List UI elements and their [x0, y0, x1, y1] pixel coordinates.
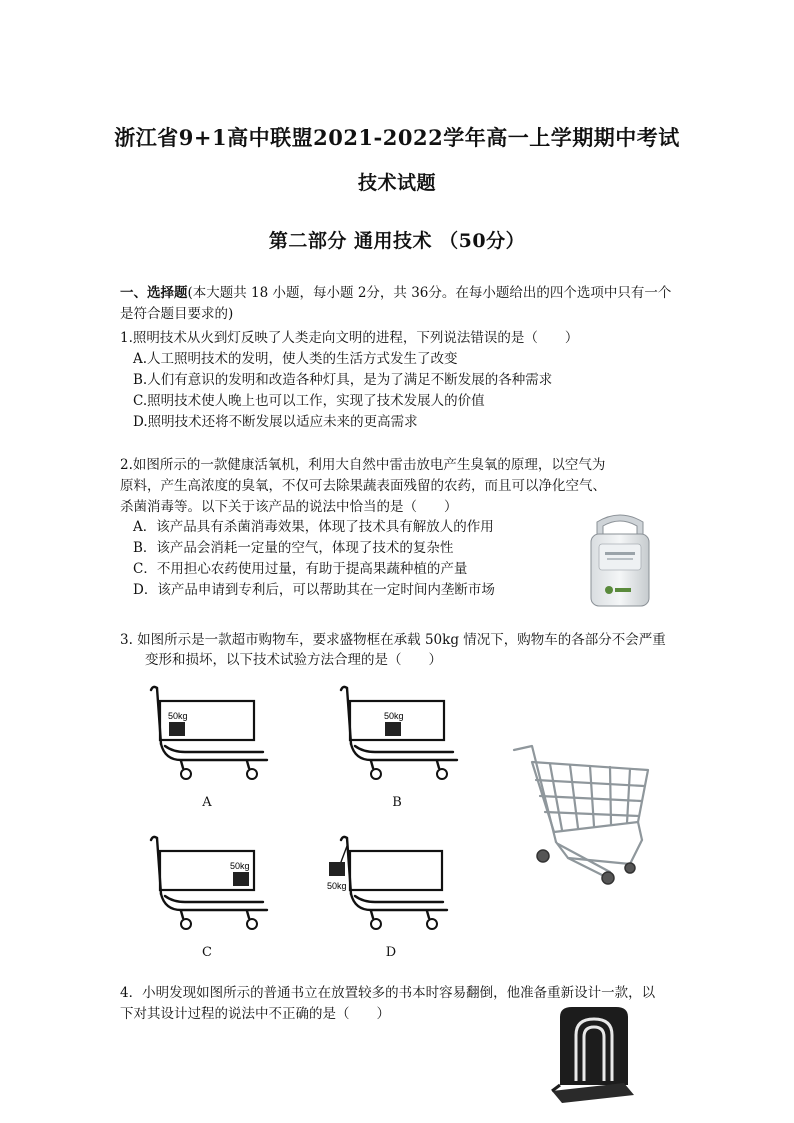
exam-subtitle: 技术试题	[357, 172, 436, 194]
weight-label-b: 50kg	[384, 711, 404, 721]
weight-label-c: 50kg	[230, 861, 250, 871]
q1-option-c: C.照明技术使人晚上也可以工作，实现了技术发展人的价值	[133, 393, 485, 409]
q4-stem-line-2: 下对其设计过程的说法中不正确的是（ ）	[120, 1006, 390, 1022]
weight-label-a: 50kg	[168, 711, 188, 721]
oxygen-machine-image	[585, 508, 655, 608]
q3-stem-line-1: 3. 如图所示是一款超市购物车，要求盛物框在承载 50kg 情况下，购物车的各部分不会严重	[120, 632, 666, 648]
q2-option-c: C．不用担心农药使用过量，有助于提高果蔬种植的产量	[133, 561, 468, 577]
cart-label-b: B	[392, 795, 402, 810]
section-instructions	[120, 283, 680, 325]
q2-stem-line-3: 杀菌消毒等。以下关于该产品的说法中恰当的是（ ）	[120, 499, 458, 515]
weight-block-b	[385, 722, 401, 736]
section-instructions-text: (本大题共 18 小题，每小题 2分，共 36分。在每小题给出的四个选项中只有一个是符合题目要求的)	[120, 285, 672, 322]
q1-option-b: B.人们有意识的发明和改造各种灯具，是为了满足不断发展的各种需求	[133, 372, 553, 388]
q2-option-b: B．该产品会消耗一定量的空气，体现了技术的复杂性	[133, 540, 454, 556]
q3-stem-line-2: 变形和损坏，以下技术试验方法合理的是（ ）	[145, 652, 442, 668]
weight-label-d: 50kg	[327, 881, 347, 891]
weight-block-d	[329, 862, 345, 876]
shopping-cart-image	[510, 740, 660, 890]
section-heading: 一、选择题	[120, 285, 188, 301]
cart-diagram-d	[325, 832, 455, 937]
weight-block-c	[233, 872, 249, 886]
q4-stem-line-1: 4．小明发现如图所示的普通书立在放置较多的书本时容易翻倒，他准备重新设计一款，以	[120, 985, 656, 1001]
cart-label-c: C	[202, 945, 212, 960]
cart-label-d: D	[385, 945, 397, 960]
cart-diagram-b	[335, 682, 465, 787]
bookend-image	[550, 1005, 640, 1105]
cart-label-a: A	[202, 795, 212, 810]
cart-diagram-a	[145, 682, 275, 787]
q1-stem: 1.照明技术从火到灯反映了人类走向文明的进程，下列说法错误的是（ ）	[120, 330, 579, 346]
q2-option-a: A．该产品具有杀菌消毒效果，体现了技术具有解放人的作用	[133, 519, 494, 535]
q2-option-d: D．该产品申请到专利后，可以帮助其在一定时间内垄断市场	[133, 582, 495, 598]
part-heading: 第二部分 通用技术 （50分）	[268, 230, 526, 252]
cart-diagram-c	[145, 832, 275, 937]
q1-option-a: A.人工照明技术的发明，使人类的生活方式发生了改变	[133, 351, 458, 367]
exam-title: 浙江省9+1高中联盟2021-2022学年高一上学期期中考试	[114, 125, 680, 150]
q2-stem-line-1: 2.如图所示的一款健康活氧机，利用大自然中雷击放电产生臭氧的原理，以空气为	[120, 457, 606, 473]
weight-block-a	[169, 722, 185, 736]
q2-stem-line-2: 原料，产生高浓度的臭氧，不仅可去除果蔬表面残留的农药，而且可以净化空气、	[120, 478, 606, 494]
q1-option-d: D.照明技术还将不断发展以适应未来的更高需求	[133, 414, 418, 430]
